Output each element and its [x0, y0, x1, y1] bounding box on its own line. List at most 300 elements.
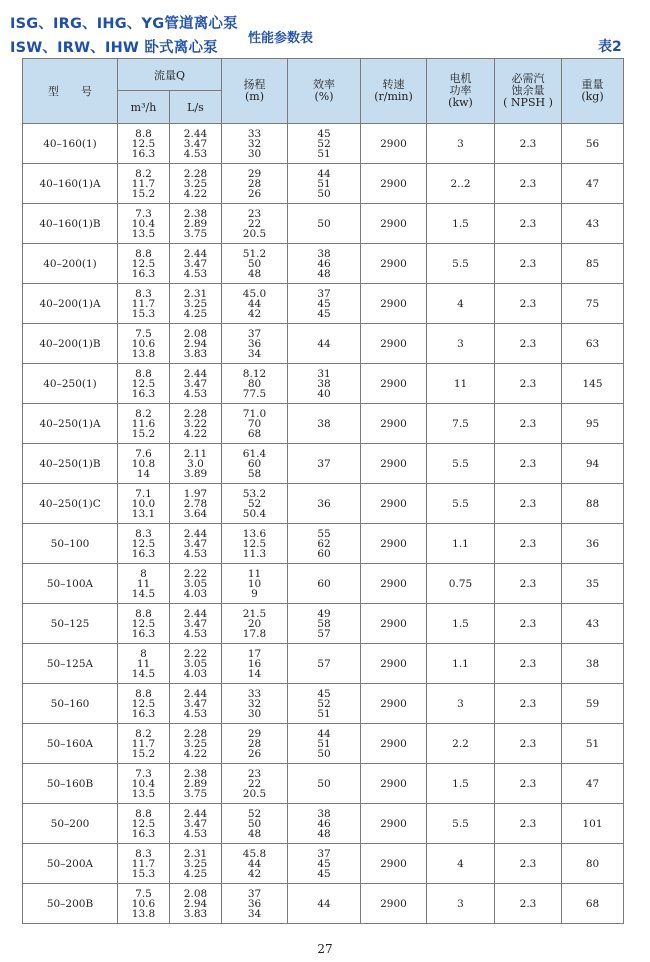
weight-cell: 47 — [562, 764, 624, 804]
speed-cell: 2900 — [361, 684, 427, 724]
flow-m3h-value: 10.6 — [131, 897, 156, 910]
flow-ls-cell — [170, 524, 222, 564]
speed-cell: 2900 — [361, 364, 427, 404]
flow-ls-value: 3.89 — [183, 467, 208, 480]
head-value: 52 — [247, 807, 262, 820]
flow-m3h-value: 8 — [140, 567, 147, 580]
flow-ls-value: 2.28 — [183, 167, 208, 180]
flow-ls-value: 4.53 — [183, 627, 208, 640]
flow-m3h-value: 15.2 — [131, 427, 156, 440]
flow-m3h-cell — [118, 444, 170, 484]
flow-ls-value: 2.38 — [183, 207, 208, 220]
flow-m3h-value: 12.5 — [131, 817, 156, 830]
model-cell: 50–200B — [23, 884, 118, 924]
efficiency-cell — [288, 244, 361, 284]
flow-ls-value: 2.08 — [183, 327, 208, 340]
head-cell — [222, 564, 288, 604]
flow-m3h-value: 8.8 — [135, 127, 152, 140]
power-cell: 4 — [427, 844, 495, 884]
head-cell — [222, 404, 288, 444]
head-value: 48 — [247, 267, 262, 280]
efficiency-value: 60 — [317, 547, 331, 560]
flow-ls-cell — [170, 284, 222, 324]
head-value: 58 — [247, 467, 262, 480]
flow-ls-value: 2.89 — [183, 217, 208, 230]
flow-ls-value: 2.44 — [183, 607, 208, 620]
flow-ls-value: 4.22 — [183, 187, 208, 200]
head-cell — [222, 644, 288, 684]
flow-ls-value: 3.22 — [183, 417, 208, 430]
flow-m3h-value: 14 — [136, 467, 151, 480]
efficiency-value: 51 — [317, 707, 331, 720]
flow-ls-value: 2.38 — [183, 767, 208, 780]
flow-ls-value: 2.44 — [183, 687, 208, 700]
head-value: 8.12 — [242, 367, 267, 380]
efficiency-cell — [288, 604, 361, 644]
model-cell: 50–200 — [23, 804, 118, 844]
head-value: 16 — [247, 657, 262, 670]
head-value: 32 — [247, 137, 262, 150]
table-row — [23, 164, 624, 204]
power-cell: 2..2 — [427, 164, 495, 204]
head-value: 80 — [247, 377, 262, 390]
weight-label: 重量 — [581, 78, 604, 91]
flow-m3h-value: 13.8 — [131, 347, 156, 360]
power-cell: 5.5 — [427, 804, 495, 844]
flow-ls-cell — [170, 724, 222, 764]
npsh-cell: 2.3 — [495, 524, 562, 564]
flow-ls-value: 2.44 — [183, 247, 208, 260]
flow-ls-value: 2.94 — [183, 897, 208, 910]
efficiency-value: 57 — [317, 627, 331, 640]
model-cell: 50–160 — [23, 684, 118, 724]
efficiency-value: 38 — [317, 807, 331, 820]
flow-ls-value: 3.83 — [183, 347, 208, 360]
flow-m3h-cell — [118, 484, 170, 524]
flow-m3h-cell — [118, 604, 170, 644]
efficiency-value: 51 — [317, 147, 331, 160]
table-row — [23, 804, 624, 844]
flow-ls-cell — [170, 644, 222, 684]
weight-cell: 75 — [562, 284, 624, 324]
flow-m3h-value: 8.8 — [135, 807, 152, 820]
flow-m3h-value: 10.0 — [131, 497, 156, 510]
npsh-cell: 2.3 — [495, 284, 562, 324]
flow-m3h-value: 10.4 — [131, 217, 156, 230]
flow-ls-value: 4.25 — [183, 307, 208, 320]
efficiency-value: 38 — [317, 377, 331, 390]
col-header-power — [427, 59, 495, 124]
flow-m3h-value: 8 — [140, 647, 147, 660]
flow-ls-value: 2.44 — [183, 527, 208, 540]
model-cell: 50–125 — [23, 604, 118, 644]
table-row — [23, 284, 624, 324]
head-value: 32 — [247, 697, 262, 710]
flow-m3h-value: 16.3 — [131, 827, 156, 840]
flow-m3h-cell — [118, 724, 170, 764]
head-value: 48 — [247, 827, 262, 840]
model-cell: 50–200A — [23, 844, 118, 884]
model-cell: 40–160(1)A — [23, 164, 118, 204]
weight-cell: 145 — [562, 364, 624, 404]
efficiency-value: 45 — [317, 687, 331, 700]
head-value: 11.3 — [242, 547, 267, 560]
weight-cell: 94 — [562, 444, 624, 484]
efficiency-value: 44 — [317, 727, 331, 740]
head-value: 29 — [247, 727, 262, 740]
npsh-cell: 2.3 — [495, 444, 562, 484]
power-cell: 4 — [427, 284, 495, 324]
flow-ls-value: 1.97 — [183, 487, 208, 500]
flow-m3h-value: 11.7 — [131, 177, 156, 190]
npsh-cell: 2.3 — [495, 484, 562, 524]
model-cell: 40–200(1) — [23, 244, 118, 284]
flow-ls-value: 2.28 — [183, 727, 208, 740]
npsh-cell: 2.3 — [495, 204, 562, 244]
flow-ls-value: 2.94 — [183, 337, 208, 350]
flow-m3h-value: 13.5 — [131, 227, 156, 240]
model-cell: 50–100A — [23, 564, 118, 604]
efficiency-cell — [288, 564, 361, 604]
flow-m3h-value: 12.5 — [131, 377, 156, 390]
power-cell: 5.5 — [427, 244, 495, 284]
head-value: 37 — [247, 327, 262, 340]
flow-ls-value: 2.31 — [183, 847, 208, 860]
power-cell: 3 — [427, 124, 495, 164]
model-cell: 40–200(1)B — [23, 324, 118, 364]
flow-ls-value: 3.0 — [187, 457, 204, 470]
power-cell: 1.1 — [427, 644, 495, 684]
flow-m3h-cell — [118, 204, 170, 244]
head-value: 30 — [247, 707, 262, 720]
table-row — [23, 484, 624, 524]
efficiency-value: 55 — [317, 527, 331, 540]
efficiency-value: 50 — [317, 777, 331, 790]
table-row — [23, 844, 624, 884]
table-row — [23, 204, 624, 244]
flow-ls-value: 2.44 — [183, 127, 208, 140]
flow-m3h-value: 11.7 — [131, 737, 156, 750]
head-value: 34 — [247, 907, 262, 920]
efficiency-cell — [288, 124, 361, 164]
flow-ls-value: 3.47 — [183, 377, 208, 390]
head-value: 12.5 — [242, 537, 267, 550]
efficiency-label: 效率 — [313, 78, 335, 91]
flow-ls-cell — [170, 324, 222, 364]
npsh-cell: 2.3 — [495, 324, 562, 364]
power-cell: 1.5 — [427, 204, 495, 244]
efficiency-value: 49 — [317, 607, 331, 620]
flow-ls-value: 4.03 — [183, 667, 208, 680]
speed-cell: 2900 — [361, 324, 427, 364]
table-row — [23, 884, 624, 924]
power-cell: 3 — [427, 684, 495, 724]
flow-m3h-value: 14.5 — [131, 587, 156, 600]
head-value: 37 — [247, 887, 262, 900]
efficiency-value: 44 — [317, 167, 331, 180]
col-header-speed — [361, 59, 427, 124]
flow-ls-value: 3.47 — [183, 697, 208, 710]
head-value: 20 — [247, 617, 262, 630]
weight-cell: 35 — [562, 564, 624, 604]
npsh-label-1: 必需汽 — [511, 72, 545, 85]
power-cell: 5.5 — [427, 484, 495, 524]
flow-m3h-value: 16.3 — [131, 267, 156, 280]
efficiency-cell — [288, 724, 361, 764]
head-cell — [222, 124, 288, 164]
efficiency-cell — [288, 444, 361, 484]
head-unit: (m) — [244, 90, 264, 103]
flow-m3h-cell — [118, 524, 170, 564]
efficiency-value: 38 — [317, 417, 331, 430]
flow-ls-value: 3.47 — [183, 537, 208, 550]
npsh-cell: 2.3 — [495, 644, 562, 684]
weight-cell: 51 — [562, 724, 624, 764]
power-cell: 0.75 — [427, 564, 495, 604]
table-row — [23, 244, 624, 284]
head-value: 52 — [247, 497, 262, 510]
flow-m3h-value: 11 — [136, 577, 151, 590]
flow-ls-value: 3.05 — [183, 577, 208, 590]
power-cell: 3 — [427, 884, 495, 924]
flow-m3h-value: 15.2 — [131, 187, 156, 200]
head-value: 9 — [251, 587, 258, 600]
weight-cell: 38 — [562, 644, 624, 684]
flow-ls-cell — [170, 804, 222, 844]
npsh-cell: 2.3 — [495, 804, 562, 844]
efficiency-cell — [288, 284, 361, 324]
model-cell: 40–250(1)B — [23, 444, 118, 484]
power-cell: 7.5 — [427, 404, 495, 444]
flow-m3h-value: 8.3 — [135, 847, 152, 860]
head-value: 33 — [247, 687, 262, 700]
npsh-cell: 2.3 — [495, 604, 562, 644]
model-cell: 50–160B — [23, 764, 118, 804]
flow-m3h-value: 14.5 — [131, 667, 156, 680]
npsh-cell: 2.3 — [495, 884, 562, 924]
flow-m3h-cell — [118, 244, 170, 284]
table-row — [23, 444, 624, 484]
speed-cell: 2900 — [361, 564, 427, 604]
col-header-model: 型 号 — [23, 59, 118, 124]
head-cell — [222, 204, 288, 244]
efficiency-cell — [288, 844, 361, 884]
head-value: 23 — [247, 767, 262, 780]
flow-m3h-cell — [118, 404, 170, 444]
document-title-line1: ISG、IRG、IHG、YG管道离心泵 — [10, 16, 238, 32]
speed-cell: 2900 — [361, 284, 427, 324]
flow-m3h-value: 10.6 — [131, 337, 156, 350]
head-cell — [222, 324, 288, 364]
head-value: 33 — [247, 127, 262, 140]
head-value: 10 — [247, 577, 262, 590]
flow-m3h-value: 8.3 — [135, 527, 152, 540]
power-cell: 1.1 — [427, 524, 495, 564]
model-cell: 40–250(1)A — [23, 404, 118, 444]
head-cell — [222, 244, 288, 284]
header-row-1 — [23, 59, 624, 91]
flow-m3h-value: 12.5 — [131, 617, 156, 630]
flow-ls-cell — [170, 164, 222, 204]
flow-ls-value: 4.53 — [183, 147, 208, 160]
flow-m3h-cell — [118, 804, 170, 844]
speed-cell: 2900 — [361, 764, 427, 804]
flow-m3h-value: 8.2 — [135, 407, 152, 420]
flow-m3h-value: 16.3 — [131, 387, 156, 400]
flow-m3h-cell — [118, 324, 170, 364]
head-value: 61.4 — [242, 447, 267, 460]
flow-ls-value: 4.22 — [183, 747, 208, 760]
model-cell: 50–160A — [23, 724, 118, 764]
flow-m3h-value: 7.5 — [135, 887, 152, 900]
speed-cell: 2900 — [361, 604, 427, 644]
speed-cell: 2900 — [361, 404, 427, 444]
head-cell — [222, 604, 288, 644]
flow-m3h-cell — [118, 844, 170, 884]
flow-ls-value: 4.53 — [183, 707, 208, 720]
weight-cell: 43 — [562, 604, 624, 644]
flow-ls-cell — [170, 884, 222, 924]
weight-cell: 68 — [562, 884, 624, 924]
efficiency-value: 50 — [317, 747, 331, 760]
flow-ls-cell — [170, 564, 222, 604]
head-value: 60 — [247, 457, 262, 470]
flow-ls-value: 3.25 — [183, 177, 208, 190]
col-header-head — [222, 59, 288, 124]
weight-cell: 47 — [562, 164, 624, 204]
flow-m3h-cell — [118, 644, 170, 684]
flow-ls-value: 3.64 — [183, 507, 208, 520]
efficiency-value: 45 — [317, 127, 331, 140]
flow-ls-cell — [170, 604, 222, 644]
head-cell — [222, 884, 288, 924]
table-row — [23, 524, 624, 564]
flow-m3h-value: 8.2 — [135, 167, 152, 180]
npsh-cell: 2.3 — [495, 844, 562, 884]
flow-m3h-cell — [118, 884, 170, 924]
efficiency-value: 46 — [317, 817, 331, 830]
head-value: 14 — [247, 667, 262, 680]
flow-m3h-cell — [118, 564, 170, 604]
efficiency-cell — [288, 324, 361, 364]
head-value: 71.0 — [242, 407, 267, 420]
npsh-label-2: 蚀余量 — [511, 84, 545, 97]
efficiency-cell — [288, 644, 361, 684]
flow-ls-value: 3.25 — [183, 857, 208, 870]
flow-m3h-value: 7.3 — [135, 767, 152, 780]
efficiency-cell — [288, 204, 361, 244]
flow-ls-value: 2.22 — [183, 647, 208, 660]
flow-m3h-value: 7.3 — [135, 207, 152, 220]
speed-unit: (r/min) — [374, 90, 413, 103]
flow-m3h-cell — [118, 124, 170, 164]
npsh-cell: 2.3 — [495, 764, 562, 804]
head-value: 26 — [247, 747, 262, 760]
efficiency-cell — [288, 804, 361, 844]
flow-ls-value: 2.22 — [183, 567, 208, 580]
flow-m3h-cell — [118, 284, 170, 324]
table-row — [23, 404, 624, 444]
col-header-efficiency — [288, 59, 361, 124]
head-cell — [222, 724, 288, 764]
flow-ls-value: 2.08 — [183, 887, 208, 900]
flow-m3h-value: 13.8 — [131, 907, 156, 920]
efficiency-cell — [288, 884, 361, 924]
table-row — [23, 764, 624, 804]
weight-cell: 80 — [562, 844, 624, 884]
document-title-line2: ISW、IRW、IHW 卧式离心泵 — [10, 40, 218, 56]
flow-ls-cell — [170, 364, 222, 404]
flow-ls-cell — [170, 764, 222, 804]
flow-ls-value: 4.03 — [183, 587, 208, 600]
head-value: 70 — [247, 417, 262, 430]
efficiency-cell — [288, 364, 361, 404]
power-cell: 1.5 — [427, 764, 495, 804]
flow-m3h-value: 12.5 — [131, 697, 156, 710]
flow-m3h-value: 12.5 — [131, 257, 156, 270]
speed-cell: 2900 — [361, 444, 427, 484]
flow-ls-value: 4.53 — [183, 267, 208, 280]
flow-ls-cell — [170, 684, 222, 724]
col-header-flow-ls: L/s — [170, 91, 222, 124]
head-value: 11 — [247, 567, 262, 580]
head-cell — [222, 684, 288, 724]
model-cell: 50–125A — [23, 644, 118, 684]
flow-ls-value: 4.53 — [183, 827, 208, 840]
head-value: 50.4 — [242, 507, 267, 520]
head-value: 17.8 — [242, 627, 267, 640]
col-header-flow: 流量Q — [118, 59, 222, 91]
npsh-cell: 2.3 — [495, 404, 562, 444]
head-value: 29 — [247, 167, 262, 180]
speed-cell: 2900 — [361, 804, 427, 844]
flow-m3h-value: 15.3 — [131, 867, 156, 880]
flow-ls-value: 2.11 — [183, 447, 208, 460]
npsh-cell: 2.3 — [495, 124, 562, 164]
power-cell: 11 — [427, 364, 495, 404]
head-cell — [222, 444, 288, 484]
flow-ls-value: 3.75 — [183, 787, 208, 800]
model-cell: 40–250(1) — [23, 364, 118, 404]
efficiency-value: 60 — [317, 577, 331, 590]
head-cell — [222, 364, 288, 404]
efficiency-value: 46 — [317, 257, 331, 270]
weight-cell: 63 — [562, 324, 624, 364]
head-value: 53.2 — [242, 487, 267, 500]
speed-cell: 2900 — [361, 644, 427, 684]
head-value: 17 — [247, 647, 262, 660]
head-value: 50 — [247, 817, 262, 830]
flow-ls-value: 3.25 — [183, 737, 208, 750]
npsh-cell: 2.3 — [495, 364, 562, 404]
model-cell: 40–160(1)B — [23, 204, 118, 244]
model-cell: 40–200(1)A — [23, 284, 118, 324]
flow-ls-cell — [170, 404, 222, 444]
head-value: 28 — [247, 737, 262, 750]
head-value: 77.5 — [242, 387, 267, 400]
head-value: 36 — [247, 897, 262, 910]
efficiency-value: 45 — [317, 297, 331, 310]
flow-ls-value: 2.44 — [183, 807, 208, 820]
col-header-npsh — [495, 59, 562, 124]
power-cell: 3 — [427, 324, 495, 364]
flow-m3h-value: 8.3 — [135, 287, 152, 300]
flow-ls-cell — [170, 204, 222, 244]
flow-ls-cell — [170, 484, 222, 524]
flow-ls-value: 3.83 — [183, 907, 208, 920]
npsh-cell: 2.3 — [495, 244, 562, 284]
head-value: 20.5 — [242, 787, 267, 800]
